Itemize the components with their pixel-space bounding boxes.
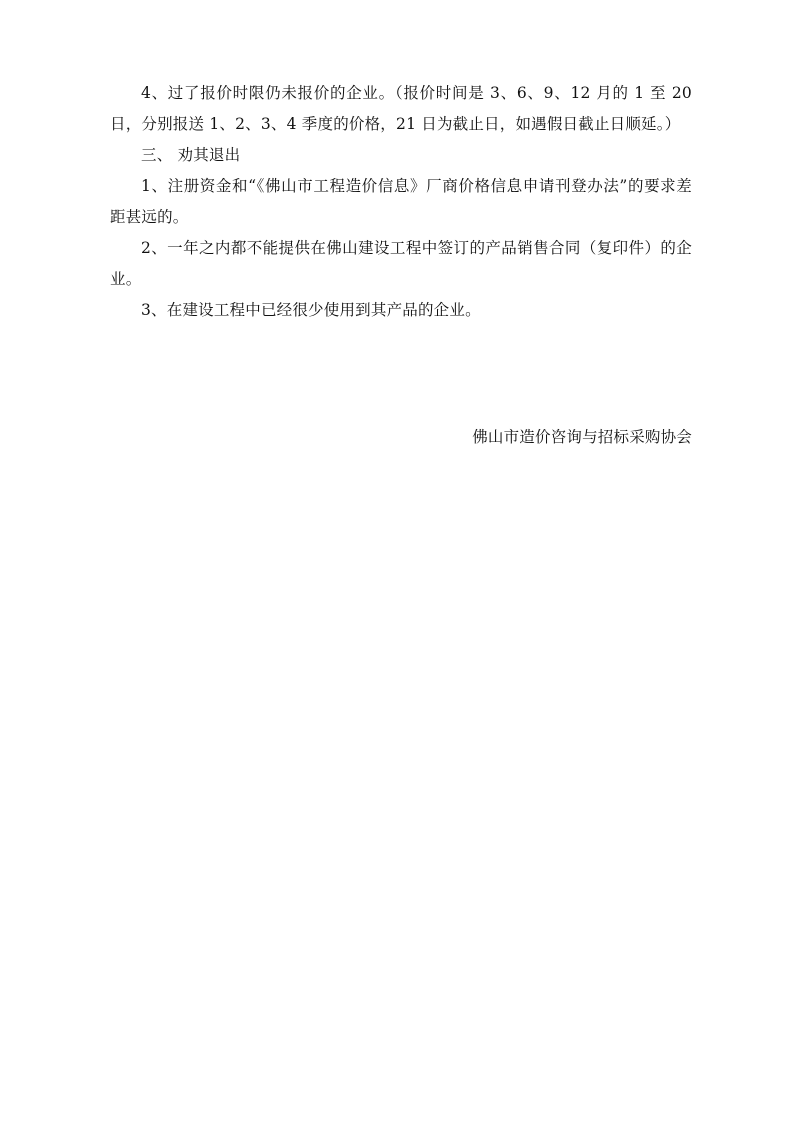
issuer-signature: 佛山市造价咨询与招标采购协会 bbox=[472, 428, 692, 446]
paragraph-item-3-rarely-used: 3、在建设工程中已经很少使用到其产品的企业。 bbox=[141, 301, 481, 319]
body-text bbox=[110, 78, 692, 326]
paragraph-item-2-sales-contract: 2、一年之内都不能提供在佛山建设工程中签订的产品销售合同（复印件）的企业。 bbox=[110, 239, 692, 288]
paragraph-item-1-registered-capital: 1、注册资金和“《佛山市工程造价信息》厂商价格信息申请刊登办法”的要求差距甚远的。 bbox=[110, 177, 692, 226]
paragraph-item-4-late-quotation: 4、过了报价时限仍未报价的企业。（报价时间是 3、6、9、12 月的 1 至 20 日，分别报送 1、2、3、4 季度的价格，21 日为截止日，如遇假日截止日顺延。） bbox=[110, 84, 692, 133]
section-heading-persuade-exit: 三、 劝其退出 bbox=[141, 146, 241, 164]
